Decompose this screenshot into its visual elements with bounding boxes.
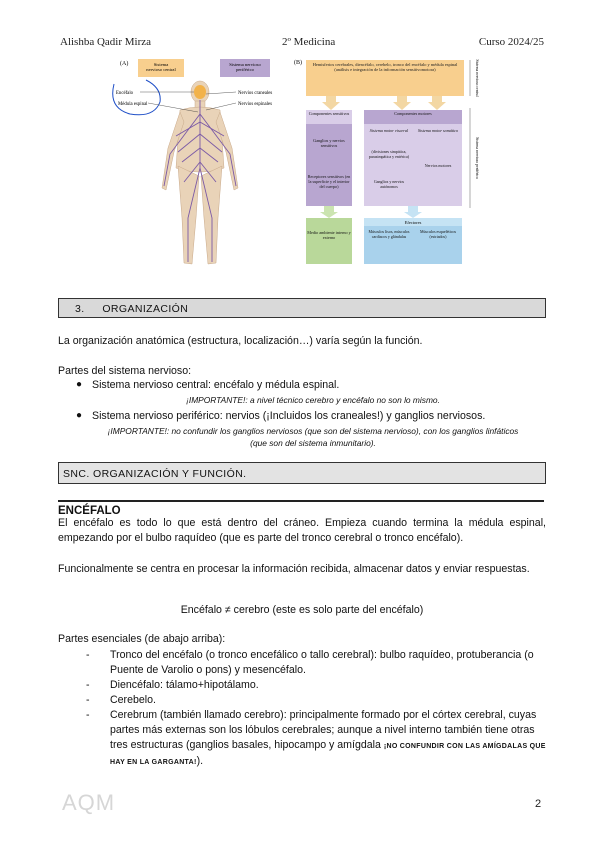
craneales-label: Nervios craneales <box>238 91 273 96</box>
section-number: 3. <box>75 303 85 315</box>
medula-label: Médula espinal <box>118 102 148 107</box>
autonomic-ganglia: Ganglios y nervios autónomos <box>373 180 405 189</box>
effectors-title: Efectores <box>404 220 422 225</box>
espinales-label: Nervios espinales <box>238 102 272 107</box>
author-name: Alishba Qadir Mirza <box>60 36 152 48</box>
sensory-receptors: Receptores sensitivos (en la superficie y el interior del cuerpo) <box>307 174 351 189</box>
section-title: ORGANIZACIÓN <box>102 303 189 315</box>
svg-text:Sistema nervioso central: Sistema nervioso central <box>475 59 479 97</box>
sensory-ganglia: Ganglios y nervios sensitivos <box>313 138 345 148</box>
partes-title: Partes del sistema nervioso: <box>58 365 192 377</box>
subject-name: 2º Medicina <box>282 36 336 48</box>
encefalo-formula: Encéfalo ≠ cerebro (este es solo parte del encéfalo) <box>180 604 424 616</box>
intro-paragraph: La organización anatómica (estructura, localización…) varía según la función. <box>58 335 423 347</box>
list-item: - Tronco del encéfalo (o tronco encefálico o tallo cerebral): bulbo raquídeo, protuberancia (o Puente de Varolio o pons) y mesencéfalo. <box>86 649 534 676</box>
important-note: ¡IMPORTANTE!: a nivel técnico cerebro y encéfalo no son lo mismo. <box>186 395 440 405</box>
amigdala-note: ¡NO CONFUNDIR CON LAS AMÍGDALAS QUE HAY EN LA GARGANTA! <box>110 743 546 766</box>
nervous-system-figure <box>110 58 290 280</box>
visceral-title: Sistema motor visceral <box>369 128 409 133</box>
bullet-text: Sistema nervioso central: encéfalo y médula espinal. <box>92 379 340 391</box>
nerve-lines <box>164 100 236 262</box>
bullet-list <box>74 378 544 449</box>
snp-label: Sistema nervioso periférico <box>229 62 261 72</box>
list-item: - Diencéfalo: tálamo+hipotálamo. <box>86 679 259 691</box>
organization-diagram <box>292 58 492 276</box>
section-title: SNC. ORGANIZACIÓN Y FUNCIÓN. <box>63 468 247 480</box>
snc-box-text: Hemisferios cerebrales, diencéfalo, cerebelo, tronco del encéfalo y médula espinal (análisis e integración de la información sensitivomotora) <box>312 62 458 73</box>
encefalo-label: Encéfalo <box>116 91 134 96</box>
somatic-title: Sistema motor somático <box>417 128 459 133</box>
flow-arrows <box>322 96 446 110</box>
skeletal-muscles: Músculos esqueléticos (estriados) <box>419 230 457 239</box>
encefalo-paragraph-2: Funcionalmente se centra en procesar la información recibida, almacenar datos y enviar respuestas. <box>58 563 530 575</box>
list-item <box>74 378 544 406</box>
figure-a-panel-label: (A) <box>120 61 129 67</box>
partes-list <box>86 648 546 770</box>
watermark: AQM <box>62 790 116 815</box>
section-organizacion <box>58 298 546 318</box>
course-year: Curso 2024/25 <box>478 36 544 48</box>
figure-b-panel-label: (B) <box>294 60 302 66</box>
bullet-dot: ● <box>76 379 83 390</box>
bullet-text: Sistema nervioso periférico: nervios (¡Incluidos los craneales!) y ganglios nerviosos. <box>92 410 486 422</box>
sensory-title: Componentes sensitivos <box>308 111 350 116</box>
section-snc <box>58 462 546 484</box>
list-item <box>74 409 544 449</box>
page-header <box>60 36 544 52</box>
handwritten-circle <box>113 80 161 115</box>
partes-esenciales-title: Partes esenciales (de abajo arriba): <box>58 633 226 645</box>
motor-title: Componentes motores <box>394 111 432 116</box>
environment-text: Medio ambiente interno y externo <box>307 230 351 240</box>
visceral-divisions: (divisiones simpática, parasimpática y entérica) <box>368 150 410 159</box>
page-number: 2 <box>535 798 542 810</box>
svg-text:Sistema nervioso periférico: Sistema nervioso periférico <box>475 137 479 179</box>
side-label-snp <box>470 108 479 208</box>
important-note: ¡IMPORTANTE!: no confundir los ganglios nerviosos (que son del sistema nervioso), con los ganglios linfáticos (que son del sistema inmunitario). <box>107 426 519 448</box>
list-item: - Cerebrum (también llamado cerebro): principalmente formado por el córtex cerebral, cuyas partes más externas son los lóbulos cerebrales; aunque a nivel interno también tiene otras tres estructuras (ganglios basales, hipocampo y amígdala ¡NO CONFUNDIR CON LAS AMÍGDALAS QUE HAY EN LA GARGANTA!). <box>86 709 546 767</box>
encefalo-paragraph-1: El encéfalo es todo lo que está dentro del cráneo. Empieza cuando termina la médula espinal, empezando por el bulbo raquídeo (que es parte del tronco cerebral o tronco encéfalo). <box>58 517 546 544</box>
side-label-snc <box>470 59 479 96</box>
snc-label: Sistema nervioso central <box>146 62 176 72</box>
smooth-muscles: Músculos lisos, músculos cardiacos y glándulas <box>368 230 410 239</box>
list-item: - Cerebelo. <box>86 694 156 706</box>
motor-nerves: Nervios motores <box>424 164 452 168</box>
bullet-dot: ● <box>76 410 83 421</box>
encefalo-heading: ENCÉFALO <box>58 500 544 517</box>
brain-highlight <box>194 85 206 99</box>
